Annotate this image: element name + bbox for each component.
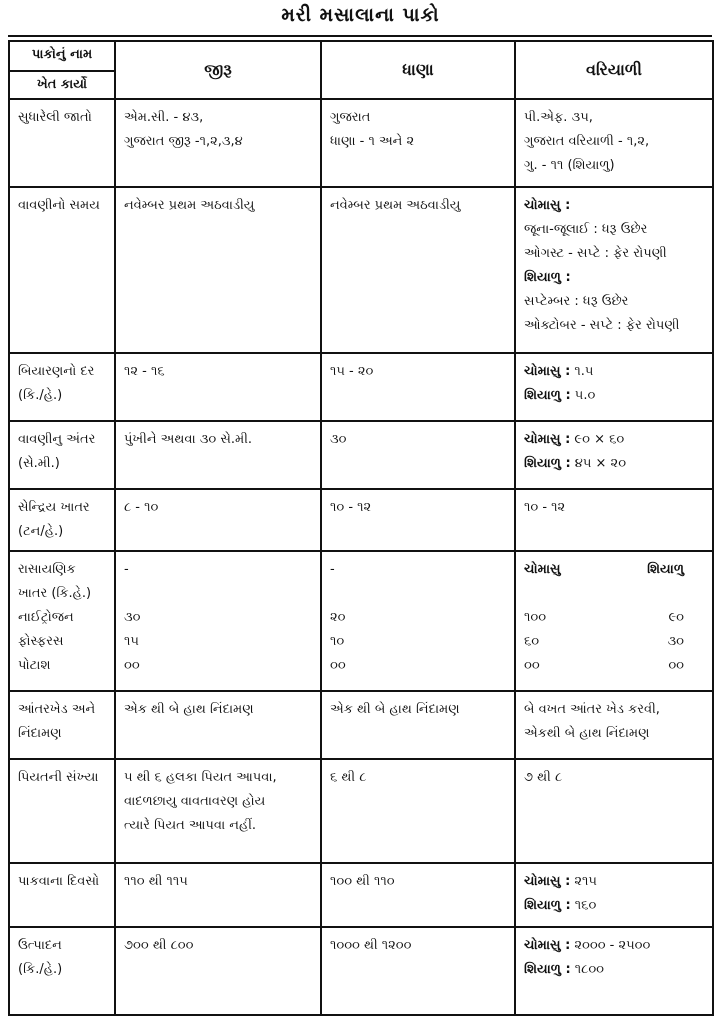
table-row — [9, 759, 713, 863]
season-label: શિયાળુ : — [524, 270, 571, 285]
table-row — [9, 187, 713, 353]
operation-label-line: વાવણીનો સમય — [18, 198, 100, 213]
operation-label — [9, 421, 115, 489]
cell-value: ગુ. - ૧૧ (શિયાળુ) — [524, 158, 615, 173]
operation-label-line: આંતરખેડ અને — [18, 702, 96, 717]
cell-value: ગુજરાત વરિયાળી - ૧,૨, — [524, 134, 650, 149]
cell-value: ૧૫ — [124, 634, 139, 649]
operation-label-line: (સે.મી.) — [18, 456, 60, 471]
cell-value: - — [124, 562, 129, 577]
page-title: મરી મસાલાના પાકો — [281, 4, 440, 26]
cell-jiru — [115, 863, 321, 927]
cell-value: ૩૦ — [667, 634, 684, 649]
crop-header-jiru: જીરૂ — [115, 41, 321, 99]
cell-value: બે વખત આંતર ખેડ કરવી, — [524, 702, 660, 717]
table-row — [9, 863, 713, 927]
cell-value: ૧૦૦ થી ૧૧૦ — [330, 874, 395, 889]
cell-jiru — [115, 99, 321, 187]
cell-jiru — [115, 759, 321, 863]
spice-crops-table — [8, 40, 714, 1016]
cell-variyali — [515, 99, 713, 187]
cell-value: એક થી બે હાથ નિંદામણ — [124, 702, 254, 717]
cell-variyali — [515, 187, 713, 353]
operation-label-line: પોટાશ — [18, 658, 51, 673]
operation-label — [9, 99, 115, 187]
cell-value — [524, 194, 704, 218]
title-underline — [8, 35, 712, 37]
cell-dhana — [321, 551, 515, 691]
spacer — [524, 582, 704, 606]
cell-value: ૯૦ — [668, 610, 684, 625]
cell-value: ૦૦ — [330, 658, 346, 673]
table-row — [9, 489, 713, 551]
operation-label-line: પાકવાના દિવસો — [18, 874, 100, 889]
table-row — [9, 421, 713, 489]
cell-value: ચોમાસુ : ૨૦૦૦ - ૨૫૦૦ — [524, 938, 651, 953]
cell-value: ૩૦ — [124, 610, 141, 625]
table-row — [9, 927, 713, 1015]
operation-label — [9, 551, 115, 691]
cell-variyali — [515, 551, 713, 691]
cell-jiru — [115, 551, 321, 691]
season-label: શિયાળુ : — [524, 898, 571, 913]
operation-label-line: પિયતની સંખ્યા — [18, 770, 99, 785]
cell-value: ૦૦ — [124, 658, 140, 673]
cell-dhana — [321, 489, 515, 551]
operation-label-line: રાસાયણિક — [18, 562, 76, 577]
table-row — [9, 353, 713, 421]
operation-label — [9, 353, 115, 421]
cell-value: ૭ થી ૮ — [524, 770, 563, 785]
season-label: ચોમાસુ : — [524, 938, 571, 953]
cell-value: સપ્ટેમ્બર : ધરૂ ઉછેર — [524, 294, 629, 309]
cell-value: ઓક્ટોબર - સપ્ટે : ફેર રોપણી — [524, 318, 680, 333]
cell-value: ૬૦ — [524, 634, 540, 649]
table-row — [9, 691, 713, 759]
cell-value: ૦૦ — [524, 658, 540, 673]
crop-name-header: પાકોનું નામ — [9, 41, 115, 71]
cell-value: શિયાળુ : ૫.૦ — [524, 388, 596, 403]
spacer — [124, 582, 312, 606]
cell-variyali — [515, 759, 713, 863]
cell-value: ૬ થી ૮ — [330, 770, 367, 785]
cell-value: ૩૦ — [330, 432, 347, 447]
season-label: ચોમાસુ — [524, 562, 561, 577]
operation-label — [9, 691, 115, 759]
cell-variyali — [515, 927, 713, 1015]
cell-jiru — [115, 353, 321, 421]
operation-label-line: ખાતર (કિ.હે.) — [18, 586, 92, 601]
cell-value: ૨૦ — [330, 610, 346, 625]
operations-header: ખેત કાર્યો — [9, 71, 115, 99]
table-row — [9, 99, 713, 187]
operation-label — [9, 187, 115, 353]
cell-value: શિયાળુ : ૧૬૦ — [524, 898, 597, 913]
cell-dhana — [321, 927, 515, 1015]
cell-variyali — [515, 691, 713, 759]
cell-jiru — [115, 691, 321, 759]
cell-dhana — [321, 99, 515, 187]
season-label: ચોમાસુ : — [524, 198, 571, 213]
cell-value: પુંખીને અથવા ૩૦ સે.મી. — [124, 432, 253, 447]
cell-jiru — [115, 927, 321, 1015]
crop-header-variyali: વરિયાળી — [515, 41, 713, 99]
cell-value: ધાણા - ૧ અને ૨ — [330, 134, 415, 149]
cell-dhana — [321, 759, 515, 863]
operation-label-line: વાવણીનુ અંતર — [18, 432, 96, 447]
operation-label-line: સેન્દ્રિય ખાતર — [18, 500, 90, 515]
operation-label-line: નિંદામણ — [18, 726, 62, 741]
cell-value: ચોમાસુ : ૯૦ × ૬૦ — [524, 432, 625, 447]
cell-dhana — [321, 691, 515, 759]
cell-value: ૧૦૦ — [524, 610, 547, 625]
cell-value: શિયાળુ : ૪૫ × ૨૦ — [524, 456, 627, 471]
cell-value: ૮ - ૧૦ — [124, 500, 159, 515]
cell-jiru — [115, 489, 321, 551]
table-row — [9, 551, 713, 691]
cell-value: ગુજરાત જીરૂ -૧,૨,૩,૪ — [124, 134, 243, 149]
operation-label-line: (કિ./હે.) — [18, 962, 63, 977]
operation-label-line: ઉત્પાદન — [18, 938, 62, 953]
season-label: શિયાળુ : — [524, 456, 571, 471]
cell-value: ૧૦ — [330, 634, 345, 649]
cell-variyali — [515, 353, 713, 421]
cell-value: જૂના-જૂલાઈ : ધરૂ ઉછેર — [524, 222, 648, 237]
cell-value: નવેમ્બર પ્રથમ અઠવાડીયુ — [330, 198, 461, 213]
cell-variyali — [515, 863, 713, 927]
cell-jiru — [115, 187, 321, 353]
operation-label — [9, 759, 115, 863]
cell-value: ૫ થી ૬ હલકા પિયત આપવા, — [124, 770, 277, 785]
operation-label — [9, 863, 115, 927]
operation-label-line: બિયારણનો દર — [18, 364, 95, 379]
cell-value: ઓગસ્ટ - સપ્ટે : ફેર રોપણી — [524, 246, 667, 261]
cell-dhana — [321, 421, 515, 489]
season-header — [524, 558, 704, 582]
season-label: ચોમાસુ : — [524, 364, 571, 379]
cell-variyali — [515, 489, 713, 551]
cell-value: ૧૧૦ થી ૧૧૫ — [124, 874, 188, 889]
season-label: શિયાળુ — [647, 562, 684, 577]
cell-value: એક થી બે હાથ નિંદામણ — [330, 702, 460, 717]
operation-label-line: નાઈટ્રોજન — [18, 610, 74, 625]
cell-value: ૧૨ - ૧૬ — [124, 364, 165, 379]
operation-label-line: ફોસ્ફરસ — [18, 634, 64, 649]
operation-label — [9, 489, 115, 551]
cell-value: ત્યારે પિયત આપવા નહીં. — [124, 818, 257, 833]
operation-label-line: (કિ./હે.) — [18, 388, 63, 403]
season-values — [524, 606, 704, 630]
cell-dhana — [321, 353, 515, 421]
season-values — [524, 654, 704, 678]
cell-value: ૭૦૦ થી ૮૦૦ — [124, 938, 194, 953]
cell-value: એમ.સી. - ૪૩, — [124, 110, 204, 125]
cell-value: ચોમાસુ : ૨૧૫ — [524, 874, 597, 889]
season-label: ચોમાસુ : — [524, 432, 571, 447]
cell-value: ચોમાસુ : ૧.૫ — [524, 364, 594, 379]
operation-label — [9, 927, 115, 1015]
operation-label-line: સુધારેલી જાતો — [18, 110, 92, 125]
cell-value: વાદળછાયુ વાવતાવરણ હોય — [124, 794, 266, 809]
cell-dhana — [321, 863, 515, 927]
cell-value: નવેમ્બર પ્રથમ અઠવાડીયુ — [124, 198, 255, 213]
cell-value: ૦૦ — [668, 658, 684, 673]
operation-label-line: (ટન/હે.) — [18, 524, 64, 539]
cell-value: ૧૦૦૦ થી ૧૨૦૦ — [330, 938, 412, 953]
cell-value: ૧૫ - ૨૦ — [330, 364, 374, 379]
cell-variyali — [515, 421, 713, 489]
header-row — [9, 41, 713, 71]
season-label: શિયાળુ : — [524, 388, 571, 403]
cell-value: ગુજરાત — [330, 110, 371, 125]
cell-dhana — [321, 187, 515, 353]
cell-value: ૧૦ - ૧૨ — [330, 500, 372, 515]
crop-header-dhana: ધાણા — [321, 41, 515, 99]
season-label: ચોમાસુ : — [524, 874, 571, 889]
cell-value — [524, 266, 704, 290]
cell-jiru — [115, 421, 321, 489]
cell-value: એકથી બે હાથ નિંદામણ — [524, 726, 650, 741]
cell-value: - — [330, 562, 335, 577]
season-label: શિયાળુ : — [524, 962, 571, 977]
spacer — [330, 582, 506, 606]
cell-value: ૧૦ - ૧૨ — [524, 500, 566, 515]
season-values — [524, 630, 704, 654]
cell-value: પી.એફ. ૩૫, — [524, 110, 593, 125]
cell-value: શિયાળુ : ૧૮૦૦ — [524, 962, 604, 977]
